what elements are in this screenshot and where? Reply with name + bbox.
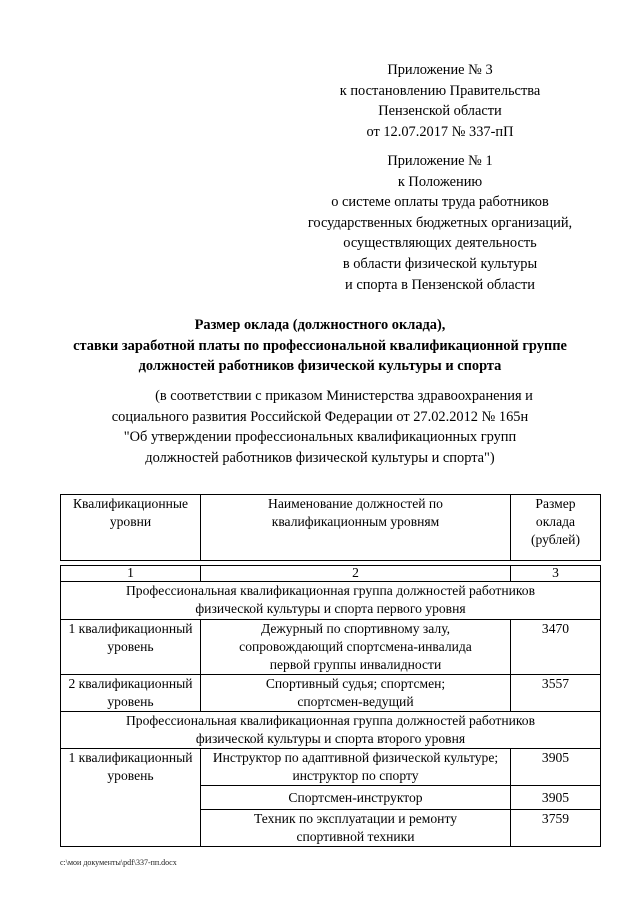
salary-cell: 3905 [511, 749, 601, 786]
title-line: ставки заработной платы по профессиональной квалификационной группе [73, 337, 567, 354]
salary-cell: 3905 [511, 786, 601, 810]
header-salary: Размер оклада (рублей) [511, 495, 601, 561]
legal-basis [40, 386, 600, 468]
numbering-row [61, 566, 601, 582]
group-header-row [61, 582, 601, 620]
basis-line: должностей работников физической культуры и спорта") [145, 449, 495, 466]
basis-line: социального развития Российской Федерации от 27.02.2012 № 165н [111, 408, 529, 425]
column-number: 3 [511, 566, 601, 582]
position-cell: Спортсмен-инструктор [201, 786, 511, 810]
header-table [60, 494, 601, 561]
column-number: 2 [201, 566, 511, 582]
salary-table [60, 565, 601, 847]
appendix-header [300, 60, 580, 142]
table-row [61, 620, 601, 675]
title-line: должностей работников физической культуры и спорта [138, 358, 502, 375]
level-cell: 2 квалификационный уровень [61, 675, 201, 712]
group-2-title: Профессиональная квалификационная группа должностей работников физической культуры и спорта второго уровня [61, 712, 601, 749]
appendix-line: к постановлению Правительства [339, 82, 541, 99]
salary-cell: 3557 [511, 675, 601, 712]
appendix-line: Пензенской области [378, 103, 502, 120]
position-cell: Инструктор по адаптивной физической культуре; инструктор по спорту [201, 749, 511, 786]
salary-cell: 3470 [511, 620, 601, 675]
level-cell: 1 квалификационный уровень [61, 749, 201, 847]
appendix-line: Приложение № 3 [387, 62, 493, 78]
header-positions: Наименование должностей по квалификационным уровням [201, 495, 511, 561]
document-title [40, 315, 600, 377]
salary-cell: 3759 [511, 810, 601, 847]
regulation-line: Приложение № 1 [387, 153, 493, 169]
position-cell: Техник по эксплуатации и ремонту спортивной техники [201, 810, 511, 847]
table-row [61, 749, 601, 786]
position-cell: Спортивный судья; спортсмен; спортсмен-ведущий [201, 675, 511, 712]
appendix-line: от 12.07.2017 № 337-пП [366, 123, 514, 140]
header-row [61, 495, 601, 561]
column-number: 1 [61, 566, 201, 582]
regulation-line: и спорта в Пензенской области [345, 276, 535, 293]
group-header-row [61, 712, 601, 749]
regulation-header [300, 151, 580, 295]
regulation-line: осуществляющих деятельность [343, 235, 537, 252]
header-levels: Квалификационные уровни [61, 495, 201, 561]
file-path-footer: c:\мои документы\pdf\337-пп.docx [60, 858, 177, 867]
title-line: Размер оклада (должностного оклада), [194, 317, 446, 333]
basis-line: (в соответствии с приказом Министерства здравоохранения и [155, 388, 533, 404]
level-cell: 1 квалификационный уровень [61, 620, 201, 675]
group-1-title: Профессиональная квалификационная группа должностей работников физической культуры и спорта первого уровня [61, 582, 601, 620]
regulation-line: в области физической культуры [342, 255, 538, 272]
position-cell: Дежурный по спортивному залу, сопровождающий спортсмена-инвалида первой группы инвалидности [201, 620, 511, 675]
regulation-line: государственных бюджетных организаций, [307, 214, 573, 231]
table-row [61, 675, 601, 712]
regulation-line: к Положению [397, 173, 483, 190]
regulation-line: о системе оплаты труда работников [331, 194, 549, 211]
basis-line: "Об утверждении профессиональных квалификационных групп [123, 429, 517, 446]
